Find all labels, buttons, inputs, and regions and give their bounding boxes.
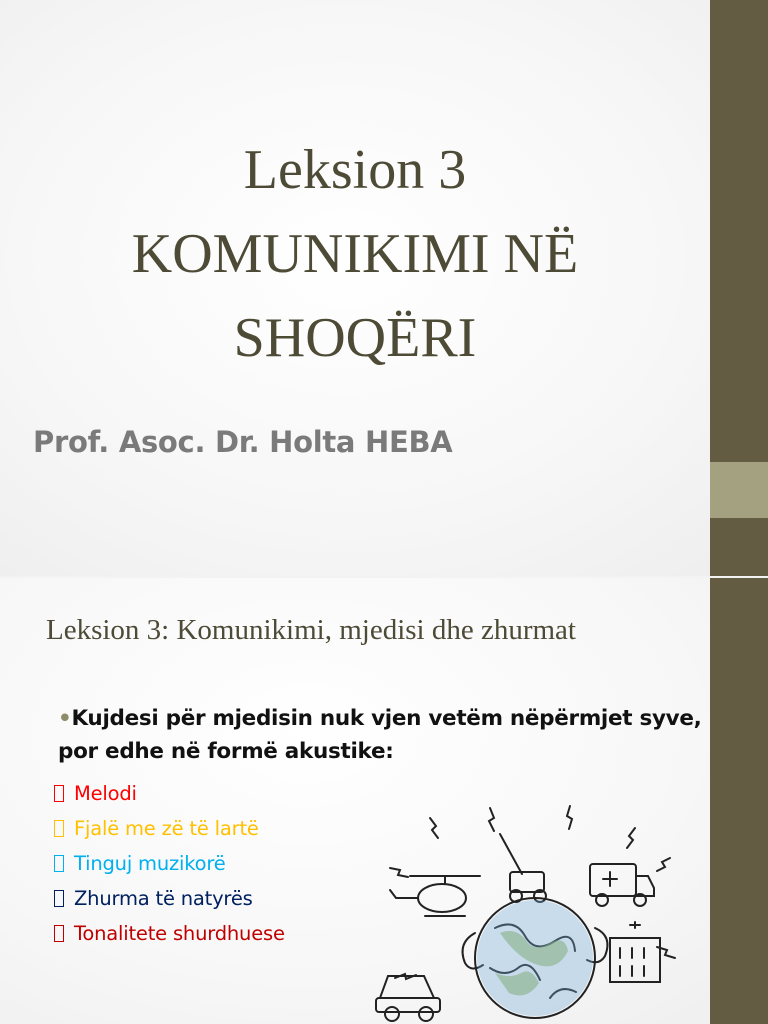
noisy-earth-illustration xyxy=(370,798,700,1024)
list-item-label: Fjalë me zë të lartë xyxy=(74,817,259,840)
main-bullet xyxy=(58,702,708,768)
title-line: KOMUNIKIMI NË xyxy=(131,223,579,285)
side-bar xyxy=(710,578,768,1024)
slide2-title: Leksion 3: Komunikimi, mjedisi dhe zhurmat xyxy=(46,614,576,646)
list-item xyxy=(54,811,285,846)
box-glyph-icon xyxy=(54,855,64,872)
side-bar-accent xyxy=(710,462,768,518)
sound-list xyxy=(54,776,285,951)
list-item xyxy=(54,881,285,916)
bullet-marker: • xyxy=(58,706,72,731)
box-glyph-icon xyxy=(54,890,64,907)
title-line: Leksion 3 xyxy=(243,139,467,201)
title-line: SHOQËRI xyxy=(233,307,477,369)
slide-content xyxy=(0,578,768,1024)
list-item-label: Melodi xyxy=(74,782,137,805)
bullet-text: Kujdesi për mjedisin nuk vjen vetëm nëpërmjet syve, por edhe në formë akustike: xyxy=(58,706,702,764)
list-item xyxy=(54,776,285,811)
list-item-label: Tonalitete shurdhuese xyxy=(74,922,285,945)
list-item-label: Zhurma të natyrës xyxy=(74,887,253,910)
box-glyph-icon xyxy=(54,820,64,837)
box-glyph-icon xyxy=(54,785,64,802)
list-item xyxy=(54,916,285,951)
list-item-label: Tinguj muzikorë xyxy=(74,852,226,875)
main-title xyxy=(40,128,670,380)
box-glyph-icon xyxy=(54,925,64,942)
author-name: Prof. Asoc. Dr. Holta HEBA xyxy=(33,425,453,459)
list-item xyxy=(54,846,285,881)
